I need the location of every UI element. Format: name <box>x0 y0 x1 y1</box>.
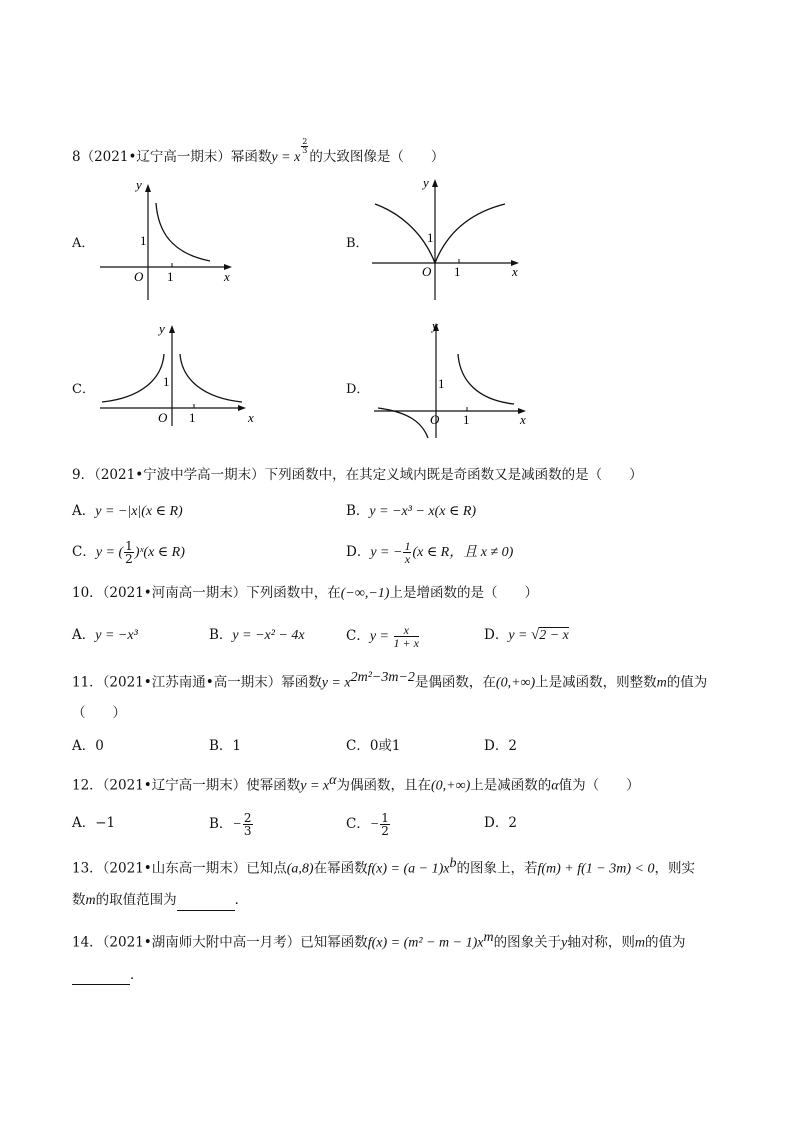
q12-option-a[interactable]: A．−1 <box>72 815 116 831</box>
q8-option-d-label[interactable]: D． <box>346 382 370 397</box>
q11-answer-paren: （ ） <box>72 705 126 721</box>
q10-option-b[interactable]: B．y = −x² − 4x <box>209 627 305 643</box>
q12-stem: 12．（2021•辽宁高一期末）使幂函数$y = x^\alpha$为偶函数，且在(0,+∞)上是减函数的α值为（ ） <box>72 773 640 794</box>
q8-d-y-label: y <box>432 318 438 333</box>
q8-option-b-label[interactable]: B． <box>346 236 369 251</box>
q8-b-x-label: x <box>512 264 518 279</box>
q8-c-y-label: y <box>159 321 165 336</box>
q11-option-d[interactable]: D．2 <box>484 738 517 754</box>
q8-d-one-y: 1 <box>438 376 445 391</box>
q8-graph-d[interactable] <box>374 316 534 440</box>
q8-c-origin: O <box>158 410 168 425</box>
q9-option-b[interactable]: B．y = −x³ − x(x ∈ R) <box>346 503 477 519</box>
q8-b-one-x: 1 <box>454 264 461 279</box>
q14-stem: 14．（2021•湖南师大附中高一月考）已知幂函数$f(x) = (m^2 - m - 1)x^m$的图象关于y轴对称，则m的值为 <box>72 930 686 951</box>
q13-line2: 数m的取值范围为 ． <box>72 890 248 911</box>
q12-option-b[interactable]: B．− $\frac{2}{3}$ <box>209 811 252 838</box>
q14-line2: ． <box>72 965 144 985</box>
q10-option-a[interactable]: A．y = −x³ <box>72 627 138 643</box>
q8-a-x-label: x <box>224 269 230 284</box>
q9-option-a[interactable]: A．y = −|x|(x ∈ R) <box>72 503 183 519</box>
q14-answer-blank[interactable] <box>72 970 130 985</box>
q8-option-c-label[interactable]: C． <box>72 382 95 397</box>
q8-a-y-label: y <box>136 177 142 192</box>
q8-d-origin: O <box>430 412 440 427</box>
q10-option-d[interactable]: D．y = √2 − x <box>484 627 569 643</box>
q8-a-one-x: 1 <box>167 269 174 284</box>
q8-d-x-label: x <box>520 412 526 427</box>
q9-option-d[interactable]: D．y = − $\frac{1}{x}$ (x ∈ R，且 x ≠ 0) <box>346 539 514 566</box>
q8-option-a-label[interactable]: A． <box>72 236 95 251</box>
q8-a-origin: O <box>134 269 144 284</box>
q8-stem: 8（2021•辽宁高一期末）幂函数y = x $\frac{2}{3}$ 的大致图像是（ ） <box>72 137 445 165</box>
q11-option-c[interactable]: C．0或1 <box>346 738 401 754</box>
q8-exponent: $\frac{2}{3}$ <box>302 137 308 155</box>
q8-c-x-label: x <box>248 410 254 425</box>
q8-b-one-y: 1 <box>427 230 434 245</box>
q11-option-a[interactable]: A．0 <box>72 738 104 754</box>
q8-graph-a[interactable] <box>100 175 240 305</box>
q13-answer-blank[interactable] <box>177 896 235 911</box>
q10-interval: (−∞,−1) <box>340 586 390 601</box>
q8-b-y-label: y <box>423 175 429 190</box>
q11-stem: 11．（2021•江苏南通•高一期末）幂函数$y = x^{2m^2-3m-2}$是偶函数，在(0,+∞)上是减函数，则整数m的值为 <box>72 670 708 691</box>
q8-graph-b[interactable] <box>372 172 532 302</box>
q8-d-one-x: 1 <box>463 412 470 427</box>
q8-c-one-x: 1 <box>189 410 196 425</box>
q8-b-origin: O <box>422 264 432 279</box>
q12-option-d[interactable]: D．2 <box>484 815 517 831</box>
q8-graph-c[interactable] <box>100 318 260 428</box>
q8-a-one-y: 1 <box>140 233 147 248</box>
q9-option-c[interactable]: C．y = ( $\frac{1}{2}$ )ˣ(x ∈ R) <box>72 539 185 566</box>
q11-option-b[interactable]: B．1 <box>209 738 242 754</box>
q10-stem: 10．（2021•河南高一期末）下列函数中，在(−∞,−1)上是增函数的是（ ） <box>72 585 538 601</box>
q8-c-one-y: 1 <box>163 374 170 389</box>
q8-func: y = x <box>271 150 301 165</box>
q12-option-c[interactable]: C．− $\frac{1}{2}$ <box>346 811 389 838</box>
q13-stem: 13．（2021•山东高一期末）已知点(a,8)在幂函数$f(x) = (a - 1)x^b$的图象上，若f(m) + f(1 − 3m) < 0，则实 <box>72 856 695 877</box>
q10-option-c[interactable]: C．y = $\frac{x}{1 + x}$ <box>346 623 419 650</box>
q9-stem: 9．（2021•宁波中学高一期末）下列函数中，在其定义域内既是奇函数又是减函数的是（ ） <box>72 467 643 483</box>
